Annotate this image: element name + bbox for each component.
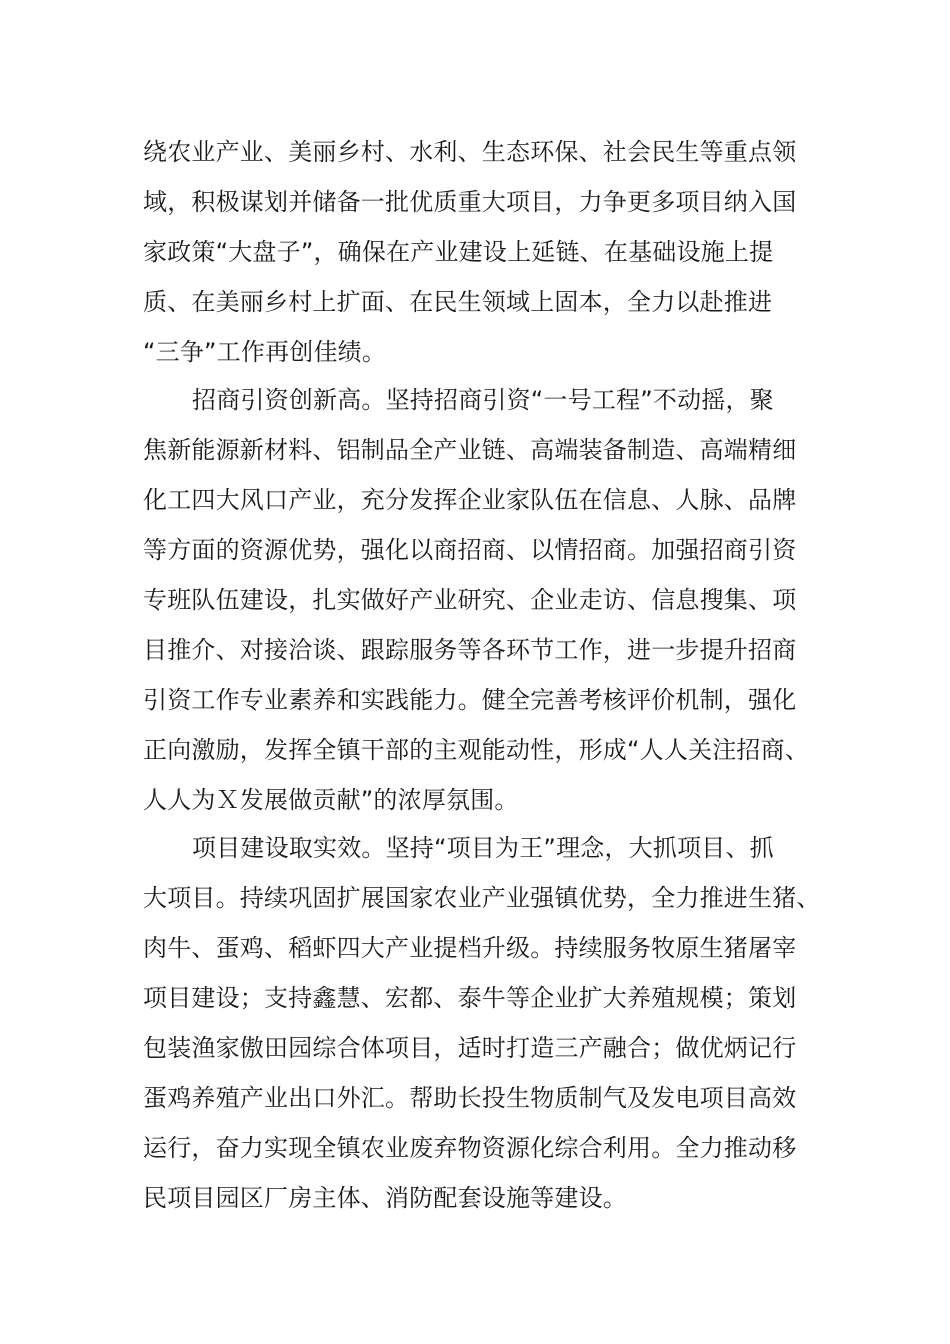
text-line: 等方面的资源优势，强化以商招商、以情招商。加强招商引资 [143, 536, 797, 564]
text-line: 化工四大风口产业，充分发挥企业家队伍在信息、人脉、品牌 [143, 486, 797, 514]
text-line: 包装渔家傲田园综合体项目，适时打造三产融合；做优炳记行 [143, 1034, 797, 1062]
text-line: 运行，奋力实现全镇农业废弃物资源化综合利用。全力推动移 [143, 1134, 797, 1162]
text-line: 蛋鸡养殖产业出口外汇。帮助长投生物质制气及发电项目高效 [143, 1084, 797, 1112]
text-line: 项目建设；支持鑫慧、宏都、泰牛等企业扩大养殖规模；策划 [143, 984, 797, 1012]
paragraph-heading-line: 招商引资创新高。坚持招商引资“一号工程”不动摇，聚 [192, 386, 774, 414]
text-line: 目推介、对接洽谈、跟踪服务等各环节工作，进一步提升招商 [143, 636, 797, 664]
text-line: 引资工作专业素养和实践能力。健全完善考核评价机制，强化 [143, 686, 797, 714]
text-line: 大项目。持续巩固扩展国家农业产业强镇优势，全力推进生猪、 [143, 884, 821, 912]
text-line: 肉牛、蛋鸡、稻虾四大产业提档升级。持续服务牧原生猪屠宰 [143, 934, 797, 962]
text-line: 绕农业产业、美丽乡村、水利、生态环保、社会民生等重点领 [143, 138, 797, 166]
text-line: 民项目园区厂房主体、消防配套设施等建设。 [143, 1184, 627, 1212]
paragraph-heading-line: 项目建设取实效。坚持“项目为王”理念，大抓项目、抓 [192, 834, 774, 862]
text-line: 人人为Ｘ发展做贡献”的浓厚氛围。 [143, 786, 519, 814]
text-line: “三争”工作再创佳绩。 [143, 338, 387, 366]
text-line: 专班队伍建设，扎实做好产业研究、企业走访、信息搜集、项 [143, 586, 797, 614]
text-line: 正向激励，发挥全镇干部的主观能动性，形成“人人关注招商、 [143, 736, 810, 764]
text-line: 焦新能源新材料、铝制品全产业链、高端装备制造、高端精细 [143, 436, 797, 464]
text-line: 质、在美丽乡村上扩面、在民生领域上固本，全力以赴推进 [143, 288, 773, 316]
text-line: 家政策“大盘子”，确保在产业建设上延链、在基础设施上提 [143, 238, 774, 266]
text-line: 域，积极谋划并储备一批优质重大项目，力争更多项目纳入国 [143, 188, 797, 216]
